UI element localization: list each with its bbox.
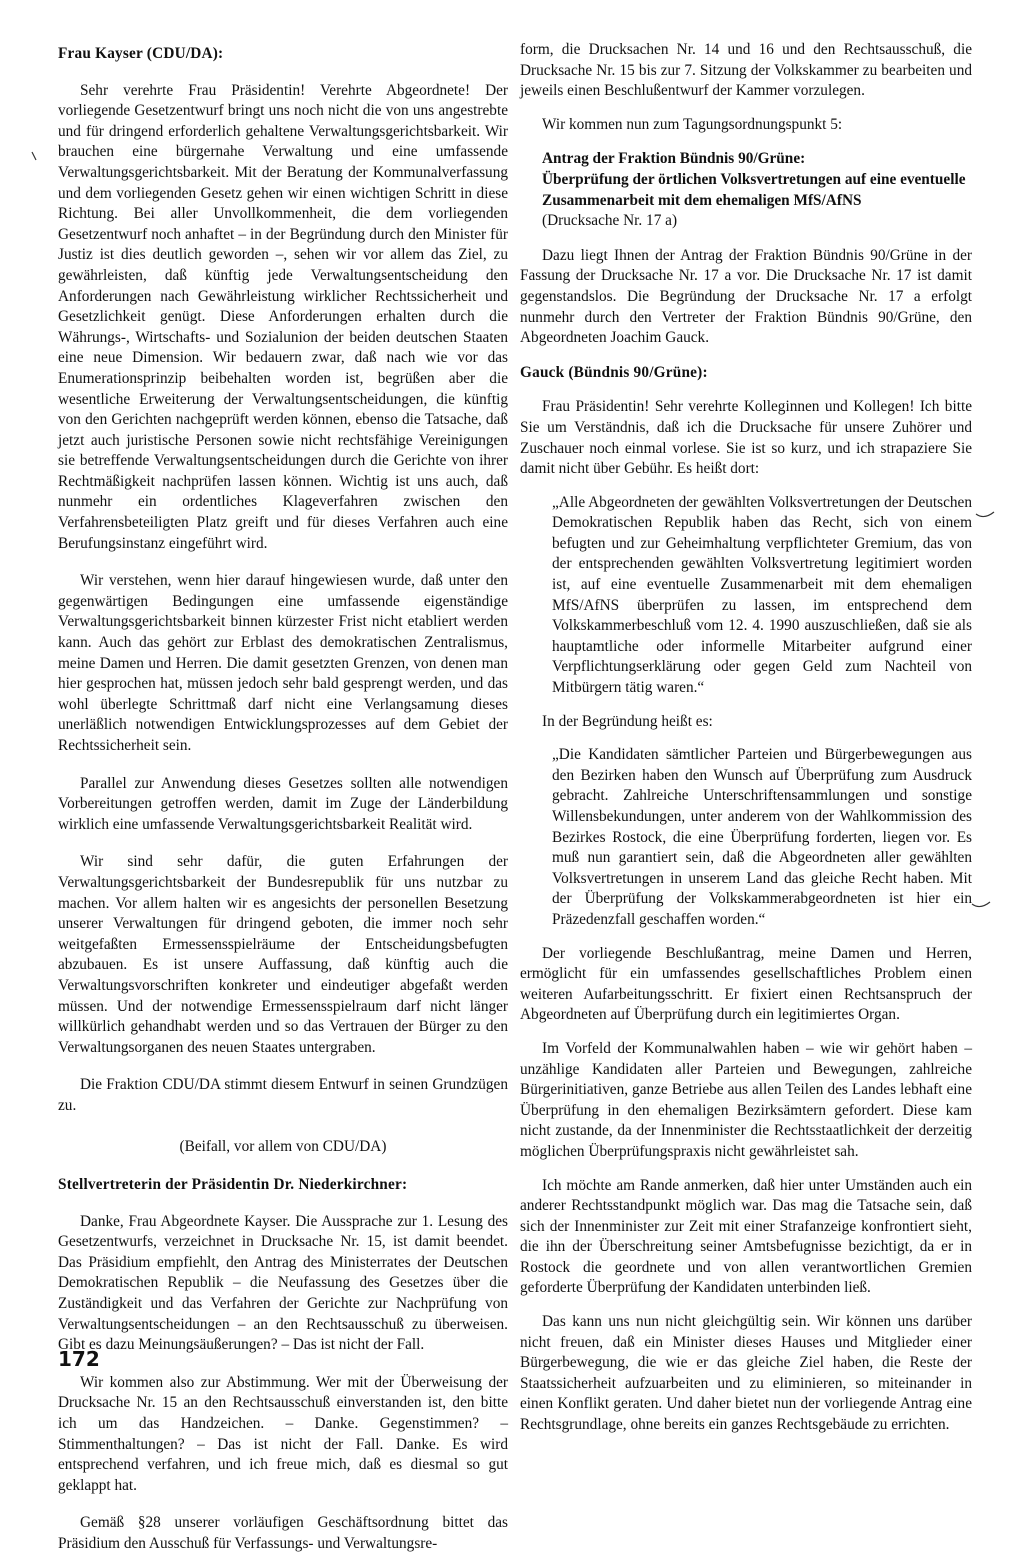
quote-block: „Die Kandidaten sämtlicher Parteien und Bürgerbewegungen aus den Bezirken haben den Wunsch auf Überprüfung zum Ausdruck gebracht. Zahlreiche Unterschriftensammlungen und sonstige Willensbekundungen, unter anderem von der Wahlkommission des Bezirkes Rostock, die eine Überprüfung forderten, liegen vor. Es muß nun garantiert sein, daß die Abgeordneten aller gewählten Volksvertretungen in unserem Land das gleiche Recht haben. Mit der Überprüfung der Volkskammerabgeordneten ist hier ein Präzedenzfall geschaffen worden.“	[552, 746, 972, 928]
paragraph: Der vorliegende Beschlußantrag, meine Damen und Herren, ermöglicht für ein umfassendes gesellschaftliches Problem einen weiteren Aufarbeitungsschritt. Er fixiert einen Rechtsanspruch der Abgeordneten auf Überprüfung durch ein legitimiertes Organ.	[520, 944, 972, 1024]
agenda-title-line: Antrag der Fraktion Bündnis 90/Grüne:	[542, 150, 806, 168]
speaker-heading-niederkirchner: Stellvertreterin der Präsidentin Dr. Niederkirchner:	[58, 1176, 408, 1194]
agenda-title-subject: Überprüfung der örtlichen Volksvertretungen auf eine eventuelle Zusammenarbeit mit dem ehemaligen MfS/AfNS	[542, 170, 966, 209]
paragraph: Das kann uns nun nicht gleichgültig sein. Wir können uns darüber nicht freuen, daß ein Minister dieses Hauses und Mitglieder einer Bürgerbewegung, die wie er das gleiche Ziel haben, die Reste der Staatssicherheit aufzuarbeiten und zu eliminieren, so miteinander in einen Konflikt geraten. Und daher bietet nun der vorliegende Antrag eine Rechtsgrundlage, ohne bereits ein ganzes Rechtsgebäude zu errichten.	[520, 1313, 972, 1434]
paragraph: Sehr verehrte Frau Präsidentin! Verehrte Abgeordnete! Der vorliegende Gesetzentwurf bringt uns noch nicht die von uns angestrebte und für dringend erforderlich gehaltene Verwaltungsgerichtsbarkeit. Wir brauchen eine bürgernahe Verwaltung und eine umfassende Verwaltungsgerichtsbarkeit. Mit der Beratung der Kommunalverfassung und dem vorliegenden Gesetz gehen wir einen wichtigen Schritt in diese Richtung. Bei aller Unvollkommenheit, die dem vorliegenden Gesetzentwurf noch anhaftet – in der Begründung durch den Minister für Justiz ist dies deutlich geworden –, sehen wir vor allem das Ziel, zu gewährleisten, daß künftig jede Verwaltungsentscheidung den Anforderungen nach Gewährleistung wirklicher Rechtssicherheit und Gesetzlichkeit genügt. Diese Anforderungen erhalten durch die Währungs-, Wirtschafts- und Sozialunion der beiden deutschen Staaten eine neue Dimension. Wir bedauern zwar, daß nach wie vor das Enumerationsprinzip beibehalten worden ist, begrüßen aber die wesentliche Erweiterung der Verwaltungsentscheidungen, die künftig von den Gerichten nachgeprüft werden können, ebenso die Tatsache, daß jetzt auch juristische Personen sowie nicht rechtsfähige Vereinigungen sie betreffende Verwaltungsentscheidungen durch die Gerichte von ihrer Rechtmäßigkeit nachprüfen lassen können. Wichtig ist uns auch, daß nunmehr ein ordentliches Klageverfahren zwischen den Verfahrensbeteiligten Platz greift und für dieses Verfahren auch eine Berufungsinstanz eingeführt wird.	[58, 81, 508, 552]
paragraph: Gemäß §28 unserer vorläufigen Geschäftsordnung bittet das Präsidium den Ausschuß für Verfassungs- und Verwaltungsre-	[58, 1514, 508, 1552]
agenda-intro: Wir kommen nun zum Tagungsordnungspunkt 5:	[542, 115, 843, 133]
left-column	[58, 44, 508, 1555]
paragraph: Wir verstehen, wenn hier darauf hingewiesen wurde, daß unter den gegenwärtigen Bedingungen eine umfassende eigenständige Verwaltungsgerichtsbarkeit binnen kürzester Frist nicht etabliert werden kann. Auch das gehört zur Erblast des demokratischen Zentralismus, meine Damen und Herren. Die damit gesetzten Grenzen, von denen man hier gesprochen hat, müssen jedoch sehr bald gesprengt werden, und das wohl überlegte Schrittmaß darf nicht eine Verlangsamung dieses unerläßlich notwendigen Entwicklungsprozesses auf dem Gebiet der Rechtssicherheit sein.	[58, 572, 508, 754]
right-column	[520, 40, 972, 1436]
paragraph: Wir kommen also zur Abstimmung. Wer mit der Überweisung der Drucksache Nr. 15 an den Rechtsausschuß einverstanden ist, den bitte ich um das Handzeichen. – Danke. Gegenstimmen? – Stimmenthaltungen? – Das ist nicht der Fall. Danke. Es wird entsprechend verfahren, und ich freue mich, daß es diesmal so gut geklappt hat.	[58, 1373, 508, 1494]
paragraph: Wir sind sehr dafür, die guten Erfahrungen der Verwaltungsgerichtsbarkeit der Bundesrepublik für uns nutzbar zu machen. Vor allem halten wir es angesichts der personellen Besetzung unserer Verwaltungen für dringend geboten, die immer noch sehr weitgefaßten Ermessensspielräume der Entscheidungsbefugten abzubauen. Es ist unsere Auffassung, daß künftig auch die Verwaltungsvorschriften konkreter und eindeutiger abgefaßt werden müssen. Und der notwendige Ermessensspielraum darf nicht länger willkürlich gehandhabt werden und so das Vertrauen der Bürger zu den Verwaltungsorganen des neuen Staates untergraben.	[58, 853, 508, 1056]
paragraph: Die Fraktion CDU/DA stimmt diesem Entwurf in seinen Grundzügen zu.	[58, 1076, 508, 1114]
margin-curve-mark	[970, 898, 994, 912]
paragraph: Im Vorfeld der Kommunalwahlen haben – wie wir gehört haben – unzählige Kandidaten aller Parteien und Bewegungen, zahlreiche Bürgerinitiativen, ganze Betriebe aus allen Teilen des Landes lebhaft eine Überprüfung in den ehemaligen Bezirksämtern gefordert. Diese kam nicht zustande, da der Innenminister die Rechtsstaatlichkeit der derzeitig möglichen Überprüfungspraxis nicht gewährleistet sah.	[520, 1039, 972, 1160]
applause-note: (Beifall, vor allem von CDU/DA)	[179, 1137, 387, 1155]
margin-curve-mark	[974, 508, 998, 522]
paragraph: Frau Präsidentin! Sehr verehrte Kolleginnen und Kollegen! Ich bitte Sie um Verständnis, daß ich die Drucksache für unsere Zuhörer und Zuschauer noch einmal vorlese. Sie ist so kurz, und ich strapaziere Sie damit nicht über Gebühr. Es heißt dort:	[520, 398, 972, 478]
paragraph: Ich möchte am Rande anmerken, daß hier unter Umständen auch ein anderer Rechtsstandpunkt möglich war. Das mag die Tatsache sein, daß sich der Innenminister zur Zeit mit einer Strafanzeige konfrontiert sieht, die ihn der Überschreitung seiner Amtsbefugnisse bezichtigt, da er in Rostock die geordnete und von allen verantwortlichen Gremien geforderte Überprüfung der Kandidaten unterbinden ließ.	[520, 1176, 972, 1297]
agenda-reference: (Drucksache Nr. 17 a)	[542, 212, 678, 230]
paragraph: Parallel zur Anwendung dieses Gesetzes sollten alle notwendigen Vorbereitungen getroffen werden, damit im Zuge der Länderbildung wirklich eine umfassende Verwaltungsgerichtsbarkeit Realität wird.	[58, 774, 508, 833]
speaker-heading-kayser: Frau Kayser (CDU/DA):	[58, 45, 224, 62]
paragraph: Dazu liegt Ihnen der Antrag der Fraktion Bündnis 90/Grüne in der Fassung der Drucksache Nr. 17 a vor. Die Drucksache Nr. 17 ist damit gegenstandslos. Die Begründung der Drucksache Nr. 17 a erfolgt nunmehr durch den Vertreter der Fraktion Bündnis 90/Grüne, den Abgeordneten Joachim Gauck.	[520, 246, 972, 347]
page-number: 172	[58, 1347, 100, 1371]
paragraph: Danke, Frau Abgeordnete Kayser. Die Aussprache zur 1. Lesung des Gesetzentwurfs, verzeichnet in Drucksache Nr. 15, ist damit beendet. Das Präsidium empfiehlt, den Antrag des Ministerrates der Deutschen Demokratischen Republik – die Neufassung des Gesetzes über die Zuständigkeit und das Verfahren der Gerichte zur Nachprüfung von Verwaltungsentscheidungen – an den Rechtsausschuß zu überweisen. Gibt es dazu Meinungsäußerungen? – Das ist nicht der Fall.	[58, 1212, 508, 1354]
paragraph: In der Begründung heißt es:	[542, 712, 713, 730]
speaker-heading-gauck: Gauck (Bündnis 90/Grüne):	[520, 363, 708, 381]
quote-block: „Alle Abgeordneten der gewählten Volksvertretungen der Deutschen Demokratischen Republik haben das Recht, sich von einem befugten und zur Geheimhaltung verpflichteter Gremium, das von der entsprechenden gewählten Volksvertretung legitimiert worden ist, auf eine eventuelle Zusammenarbeit mit dem ehemaligen MfS/AfNS überprüfen zu lassen, im entsprechend dem Volkskammerbeschluß vom 12. 4. 1990 auszuschließen, daß sie als hauptamtliche oder informelle Mitarbeiter aufgrund einer Verpflichtungserklärung oder gegen Geld zum Nachteil von Mitbürgern tätig waren.“	[552, 493, 972, 697]
agenda-item	[542, 149, 972, 231]
margin-tick-mark	[30, 150, 40, 164]
paragraph-continuation: form, die Drucksachen Nr. 14 und 16 und den Rechtsausschuß, die Drucksache Nr. 15 bis zur 7. Sitzung der Volkskammer zu bearbeiten und jeweils einen Beschlußentwurf der Kammer vorzulegen.	[520, 41, 972, 100]
